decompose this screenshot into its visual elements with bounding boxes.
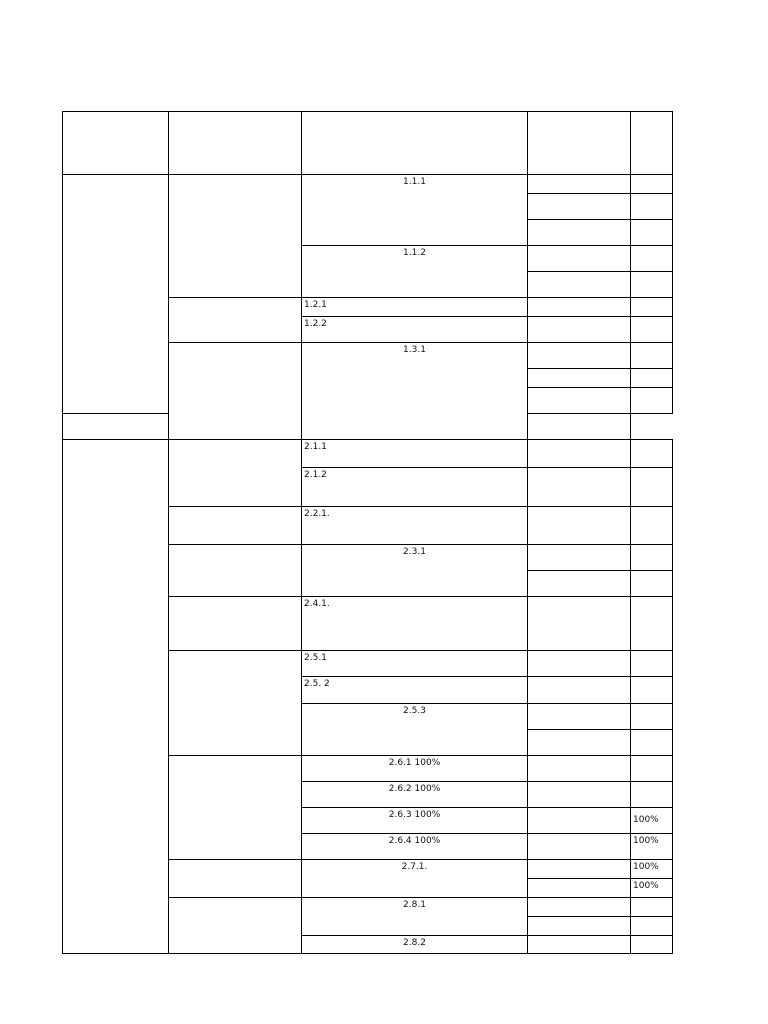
activity-cell: 2.8.2 (302, 936, 528, 954)
unit-cell (528, 194, 631, 220)
target-cell (631, 194, 673, 220)
strategy-cell (169, 440, 302, 507)
unit-cell (528, 834, 631, 860)
unit-cell (528, 298, 631, 317)
target-cell (631, 571, 673, 597)
strategy-cell (169, 756, 302, 860)
target-cell: 100% (631, 860, 673, 879)
activity-cell: 2.6.1 100% (302, 756, 528, 782)
strategy-cell (169, 507, 302, 545)
strategy-cell (169, 898, 302, 954)
target-cell (631, 369, 673, 388)
unit-cell (528, 917, 631, 936)
target-cell (631, 507, 673, 545)
activity-cell: 1.2.2 (302, 317, 528, 343)
activity-cell: 1.3.1 (302, 343, 528, 440)
unit-cell (528, 704, 631, 730)
unit-cell (528, 220, 631, 246)
target-cell (631, 730, 673, 756)
activity-cell: 2.1.2 (302, 468, 528, 507)
target-cell (631, 898, 673, 917)
header-cell (63, 112, 169, 175)
header-cell (302, 112, 528, 175)
activity-cell: 2.5. 2 (302, 677, 528, 704)
table-row (63, 440, 673, 468)
unit-cell (528, 936, 631, 954)
target-cell (631, 704, 673, 730)
target-cell (631, 782, 673, 808)
unit-cell (63, 414, 169, 440)
goal-cell (63, 440, 169, 954)
target-cell (631, 917, 673, 936)
unit-cell (528, 246, 631, 272)
goal-cell (63, 175, 169, 414)
header-cell (169, 112, 302, 175)
target-cell (631, 651, 673, 677)
strategy-cell (169, 298, 302, 343)
unit-cell (528, 440, 631, 468)
unit-cell (528, 782, 631, 808)
unit-cell (528, 597, 631, 651)
activity-cell: 2.2.1. (302, 507, 528, 545)
activity-cell: 2.6.3 100% (302, 808, 528, 834)
activity-cell: 2.4.1. (302, 597, 528, 651)
target-cell (631, 388, 673, 414)
unit-cell (528, 898, 631, 917)
target-cell (631, 597, 673, 651)
target-cell (631, 317, 673, 343)
unit-cell (528, 343, 631, 369)
unit-cell (528, 317, 631, 343)
unit-cell (528, 860, 631, 879)
activity-cell: 2.1.1 (302, 440, 528, 468)
target-cell (631, 440, 673, 468)
target-cell: 100% (631, 879, 673, 898)
target-cell (631, 298, 673, 317)
strategy-cell (169, 545, 302, 597)
unit-cell (528, 571, 631, 597)
unit-cell (528, 651, 631, 677)
header-cell (528, 112, 631, 175)
table-row (63, 175, 673, 194)
strategy-cell (169, 860, 302, 898)
target-cell (631, 343, 673, 369)
unit-cell (528, 388, 631, 414)
target-cell (631, 756, 673, 782)
target-cell (631, 545, 673, 571)
activity-cell: 2.5.1 (302, 651, 528, 677)
target-cell (631, 936, 673, 954)
target-cell (631, 272, 673, 298)
unit-cell (528, 730, 631, 756)
activity-cell: 2.5.3 (302, 704, 528, 756)
activity-cell: 1.1.1 (302, 175, 528, 246)
unit-cell (528, 808, 631, 834)
strategy-cell (169, 597, 302, 651)
target-cell (631, 220, 673, 246)
unit-cell (528, 175, 631, 194)
unit-cell (528, 507, 631, 545)
unit-cell (528, 468, 631, 507)
target-cell (631, 175, 673, 194)
activity-cell: 2.3.1 (302, 545, 528, 597)
activity-cell: 2.6.2 100% (302, 782, 528, 808)
unit-cell (528, 272, 631, 298)
unit-cell (528, 369, 631, 388)
activity-cell: 2.8.1 (302, 898, 528, 936)
unit-cell (528, 677, 631, 704)
unit-cell (528, 879, 631, 898)
unit-cell (528, 545, 631, 571)
unit-cell (528, 756, 631, 782)
table-header-row (63, 112, 673, 175)
activity-cell: 1.2.1 (302, 298, 528, 317)
activity-cell: 2.7.1. (302, 860, 528, 898)
target-cell (631, 677, 673, 704)
strategy-cell (169, 175, 302, 298)
target-cell (528, 414, 631, 440)
target-cell (631, 246, 673, 272)
target-cell: 100% (631, 834, 673, 860)
strategy-cell (169, 343, 302, 440)
target-cell: 100% (631, 808, 673, 834)
activity-cell: 2.6.4 100% (302, 834, 528, 860)
page-title (398, 70, 672, 94)
indicator-table (62, 111, 673, 954)
activity-cell: 1.1.2 (302, 246, 528, 298)
target-cell (631, 468, 673, 507)
strategy-cell (169, 651, 302, 756)
header-cell (631, 112, 673, 175)
